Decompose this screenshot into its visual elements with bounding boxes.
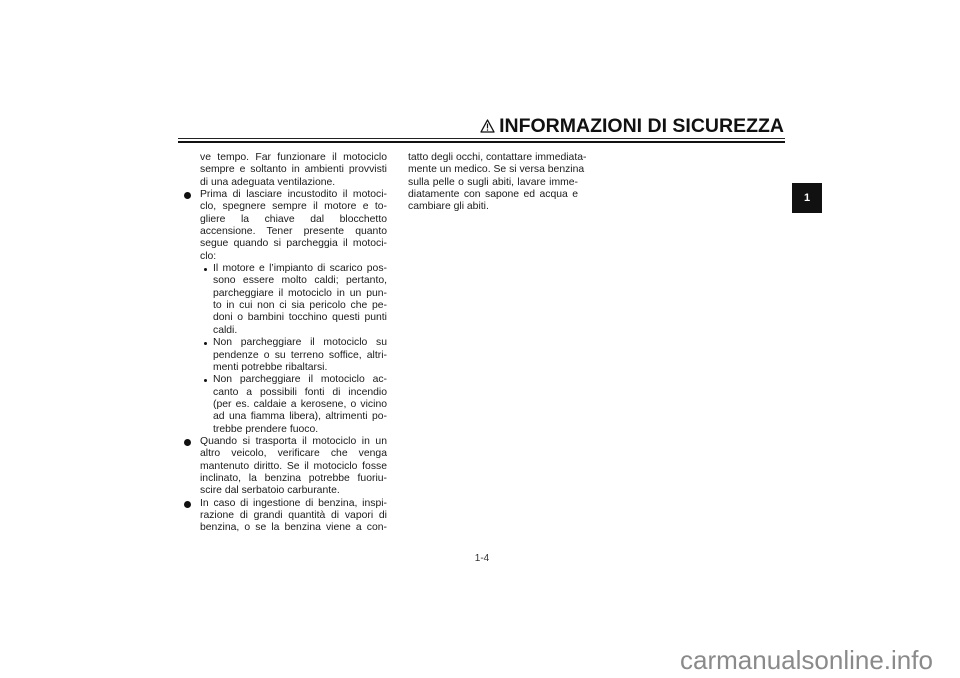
text-line: sono essere molto caldi; pertanto, [213, 275, 387, 287]
text-line: ve tempo. Far funzionare il motociclo [200, 152, 387, 163]
text-column-2 [408, 152, 587, 214]
text-line: pendenze o su terreno soffice, altri- [213, 349, 387, 361]
bullet-item-gasoline-exposure [184, 498, 387, 535]
text-line: Non parcheggiare il motociclo su [213, 337, 387, 349]
text-line: diatamente con sapone ed acqua e [408, 189, 578, 201]
sub-bullet-item-slopes [200, 337, 387, 374]
continuation-paragraph [200, 152, 387, 189]
page-number: 1-4 [474, 553, 490, 564]
text-line: ad una fiamma libera), altrimenti po- [213, 411, 387, 423]
text-line: parcheggiare il motociclo in un pun- [213, 287, 387, 299]
text-line: clo, spegnere sempre il motore e to- [200, 201, 387, 213]
text-line: Il motore e l’impianto di scarico pos- [213, 263, 387, 275]
text-line: (per es. caldaie a kerosene, o vicino [213, 398, 387, 410]
text-line: gliere la chiave dal blocchetto [200, 213, 387, 225]
text-line: sulla pelle o sugli abiti, lavare imme- [408, 176, 578, 188]
text-line: tatto degli occhi, contattare immediata- [408, 152, 587, 163]
text-line: segue quando si parcheggia il motoci- [200, 238, 387, 250]
sub-bullet-dot-icon [204, 268, 207, 271]
text-line: accensione. Tener presente quanto [200, 226, 387, 238]
chapter-tab [792, 183, 822, 213]
text-line: mente un medico. Se si versa benzina [408, 164, 585, 176]
warning-triangle-icon [480, 119, 495, 133]
text-line: Quando si trasporta il motociclo in un [200, 435, 387, 447]
sub-bullet-item-hot-parts [200, 263, 387, 337]
sub-bullet-list [184, 263, 387, 436]
section-title-text: INFORMAZIONI DI SICUREZZA [499, 115, 784, 137]
text-line: razione di grandi quantità di vapori di [200, 509, 387, 521]
text-line: inclinato, la benzina potrebbe fuoriu- [200, 472, 387, 484]
text-line: Prima di lasciare incustodito il motoci- [200, 189, 387, 201]
text-column-1 [184, 152, 387, 535]
bullet-item-parking [184, 189, 387, 263]
text-line: menti potrebbe ribaltarsi. [213, 361, 328, 373]
text-line: canto a possibili fonti di incendio [213, 386, 387, 398]
text-line: trebbe prendere fuoco. [213, 423, 319, 435]
text-line: altro veicolo, verificare che venga [200, 448, 387, 460]
text-line: scire dal serbatoio carburante. [200, 485, 340, 497]
chapter-tab-label: 1 [803, 192, 811, 204]
sub-bullet-item-fire-sources [200, 374, 387, 436]
text-line: to in cui non ci sia pericolo che pe- [213, 300, 387, 312]
watermark-text: carmanualsonline.info [680, 645, 933, 675]
text-line: di una adeguata ventilazione. [200, 176, 336, 188]
text-line: doni o bambini tocchino questi punti [213, 312, 387, 324]
bullet-dot-icon [184, 501, 191, 508]
text-line: In caso di ingestione di benzina, inspi- [200, 497, 387, 509]
header-rule-thick [178, 141, 785, 143]
text-line: clo: [200, 250, 217, 262]
section-title [480, 115, 784, 138]
text-line: sempre e soltanto in ambienti provvisti [200, 164, 387, 176]
bullet-dot-icon [184, 192, 191, 199]
text-line: Non parcheggiare il motociclo ac- [213, 374, 387, 386]
sub-bullet-dot-icon [204, 342, 207, 345]
text-line: caldi. [213, 324, 238, 336]
sub-bullet-dot-icon [204, 379, 207, 382]
header-rule-thin [178, 138, 785, 139]
bullet-item-transport [184, 436, 387, 498]
text-line: cambiare gli abiti. [408, 201, 489, 213]
text-line: mantenuto diritto. Se il motociclo fosse [200, 460, 387, 472]
text-line: benzina, o se la benzina viene a con- [200, 522, 387, 534]
page-header [178, 112, 785, 146]
bullet-dot-icon [184, 439, 191, 446]
